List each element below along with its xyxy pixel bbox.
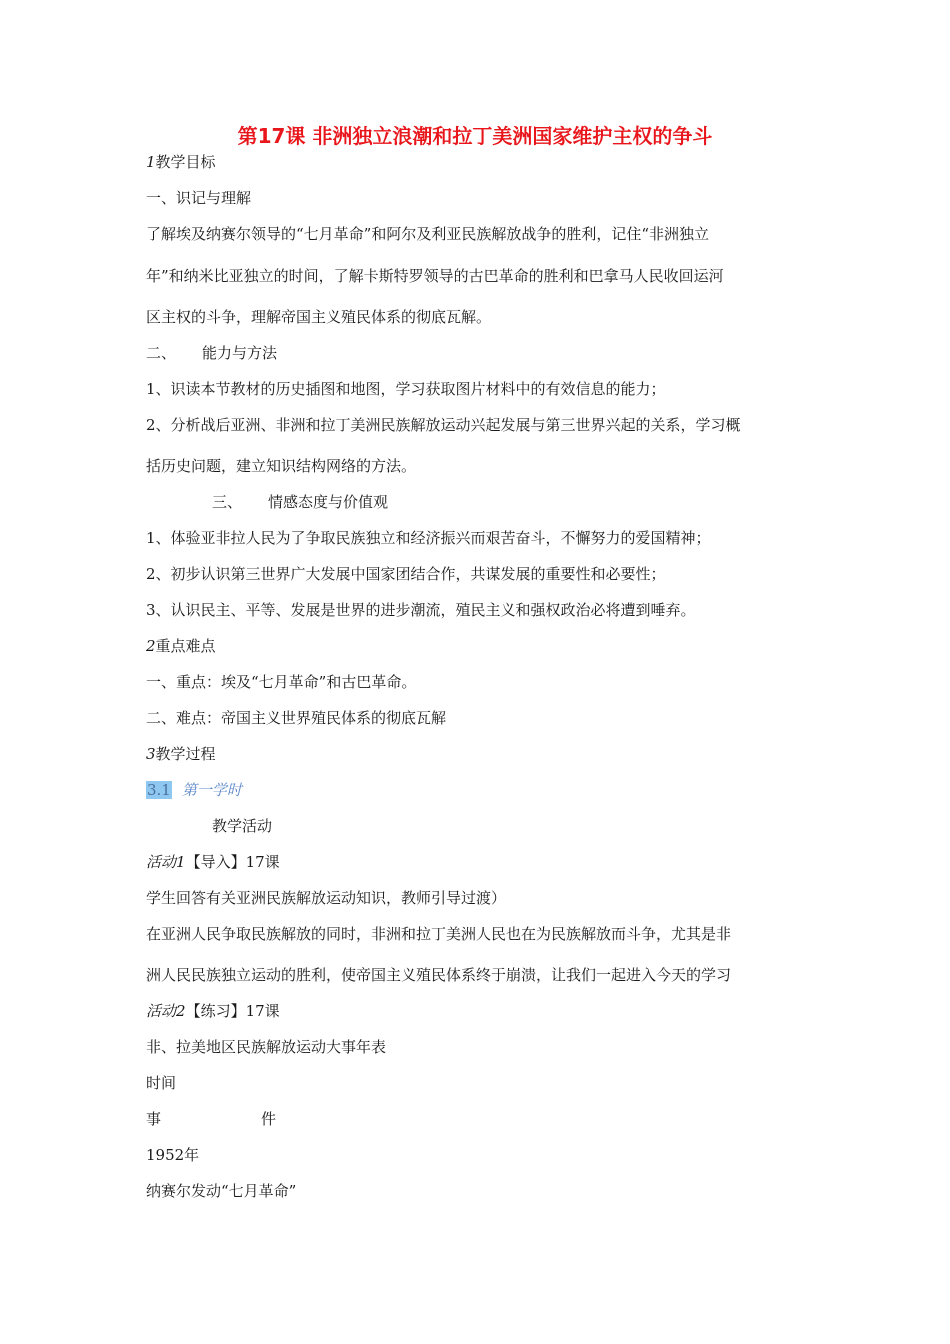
table-header-event (146, 1108, 276, 1130)
list-item: 3、认识民主、平等、发展是世界的进步潮流，殖民主义和强权政治必将遭到唾弃。 (146, 601, 696, 619)
subsection-title: 第一学时 (181, 781, 242, 799)
list-item: 1、体验亚非拉人民为了争取民族独立和经济振兴而艰苦奋斗，不懈努力的爱国精神； (146, 529, 711, 547)
paragraph-line: 学生回答有关亚洲民族解放运动知识，教师引导过渡） (146, 889, 507, 907)
activity-2-heading (146, 1000, 280, 1022)
section-heading-key-points (146, 635, 216, 657)
difficult-point: 二、难点：帝国主义世界殖民体系的彻底瓦解 (146, 709, 447, 727)
table-cell-event: 纳赛尔发动“七月革命” (146, 1182, 297, 1200)
subsection-number: 3.1 (147, 781, 171, 799)
page-title: 第17课 非洲独立浪潮和拉丁美洲国家维护主权的争斗 (237, 124, 713, 148)
activity-label: 活动 (146, 1002, 177, 1020)
section-number: 1 (146, 153, 156, 171)
subsection-number: 二、 (146, 344, 177, 362)
subsection-attitude (212, 491, 388, 513)
paragraph-line: 区主权的斗争，理解帝国主义殖民体系的彻底瓦解。 (146, 308, 492, 326)
section-title: 教学过程 (155, 745, 216, 763)
activity-tag: 【练习】17课 (185, 1002, 280, 1020)
activity-number: 2 (176, 1002, 186, 1020)
activity-label: 活动 (146, 853, 177, 871)
list-item: 2、初步认识第三世界广大发展中国家团结合作，共谋发展的重要性和必要性； (146, 565, 666, 583)
subsection-number: 三、 (212, 493, 243, 511)
list-item-continuation: 括历史问题，建立知识结构网络的方法。 (146, 457, 417, 475)
activity-1-heading (146, 851, 280, 873)
activity-number: 1 (176, 853, 186, 871)
table-header-time: 时间 (146, 1074, 177, 1092)
section-heading-process (146, 743, 216, 765)
section-heading-objectives (146, 151, 216, 173)
table-cell-time: 1952年 (146, 1146, 200, 1164)
header-char: 件 (261, 1110, 277, 1128)
key-point: 一、重点：埃及“七月革命”和古巴革命。 (146, 673, 417, 691)
subsection-title: 能力与方法 (202, 344, 278, 362)
paragraph-line: 洲人民民族独立运动的胜利，使帝国主义殖民体系终于崩溃，让我们一起进入今天的学习 (146, 966, 732, 984)
subsection-first-period (146, 779, 242, 801)
section-title: 教学目标 (155, 153, 216, 171)
subsection-ability (146, 342, 277, 364)
activity-heading: 教学活动 (212, 817, 273, 835)
section-title: 重点难点 (155, 637, 216, 655)
list-item: 2、分析战后亚洲、非洲和拉丁美洲民族解放运动兴起发展与第三世界兴起的关系，学习概 (146, 416, 741, 434)
section-number: 2 (146, 637, 156, 655)
paragraph-line: 年”和纳米比亚独立的时间，了解卡斯特罗领导的古巴革命的胜利和巴拿马人民收回运河 (146, 267, 724, 285)
table-caption: 非、拉美地区民族解放运动大事年表 (146, 1038, 387, 1056)
section-number: 3 (146, 745, 156, 763)
paragraph-line: 在亚洲人民争取民族解放的同时，非洲和拉丁美洲人民也在为民族解放而斗争，尤其是非 (146, 925, 732, 943)
header-char: 事 (146, 1110, 162, 1128)
activity-tag: 【导入】17课 (185, 853, 280, 871)
list-item: 1、识读本节教材的历史插图和地图，学习获取图片材料中的有效信息的能力； (146, 380, 666, 398)
subsection-title: 情感态度与价值观 (268, 493, 389, 511)
subsection-recall: 一、识记与理解 (146, 189, 252, 207)
paragraph-line: 了解埃及纳赛尔领导的“七月革命”和阿尔及利亚民族解放战争的胜利，记住“非洲独立 (146, 225, 710, 243)
